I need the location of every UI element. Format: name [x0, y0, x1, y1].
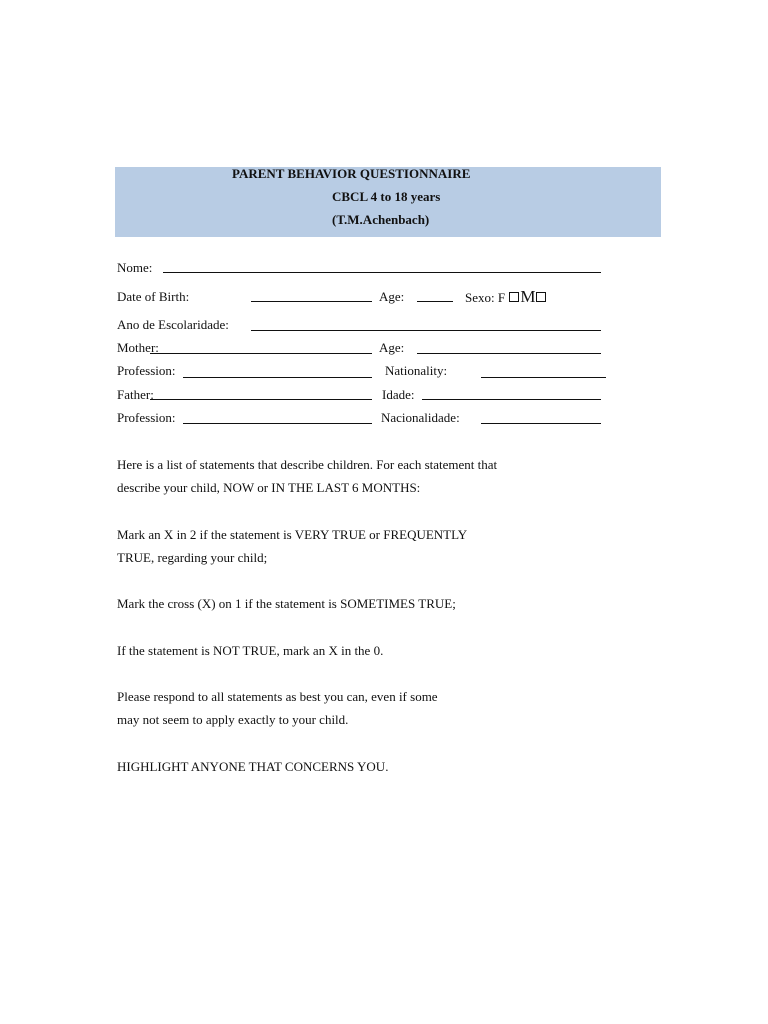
mother-field[interactable]	[150, 353, 372, 354]
instruction-p5-line1: Please respond to all statements as best you can, even if some	[117, 689, 438, 704]
mother-profession-field[interactable]	[183, 377, 372, 378]
mother-profession-label: Profession:	[117, 363, 176, 378]
dob-label: Date of Birth:	[117, 289, 190, 304]
ano-escolaridade-field[interactable]	[251, 330, 601, 331]
instruction-p1-line2: describe your child, NOW or IN THE LAST 6 MONTHS:	[117, 480, 421, 495]
sexo-m-checkbox[interactable]	[536, 292, 546, 302]
sexo-m-label: M	[520, 287, 536, 306]
idade-field[interactable]	[422, 399, 601, 400]
mother-age-label: Age:	[379, 340, 405, 355]
instruction-p4: If the statement is NOT TRUE, mark an X in the 0.	[117, 643, 384, 658]
sexo-label: Sexo: F	[465, 290, 506, 305]
instruction-p3: Mark the cross (X) on 1 if the statement is SOMETIMES TRUE;	[117, 596, 456, 611]
ano-escolaridade-label: Ano de Escolaridade:	[117, 317, 229, 332]
age-label: Age:	[379, 289, 405, 304]
nacionalidade-field[interactable]	[481, 423, 601, 424]
idade-label: Idade:	[382, 387, 415, 402]
sexo-group	[465, 289, 547, 306]
father-label: Father:	[117, 387, 154, 402]
nationality-label: Nationality:	[385, 363, 448, 378]
instruction-p6: HIGHLIGHT ANYONE THAT CONCERNS YOU.	[117, 759, 389, 774]
father-profession-field[interactable]	[183, 423, 372, 424]
nome-field[interactable]	[163, 272, 601, 273]
document-author: (T.M.Achenbach)	[332, 212, 430, 227]
father-field[interactable]	[150, 399, 372, 400]
nome-label: Nome:	[117, 260, 153, 275]
instruction-p1-line1: Here is a list of statements that describe children. For each statement that	[117, 457, 498, 472]
document-title: PARENT BEHAVIOR QUESTIONNAIRE	[232, 166, 471, 181]
instruction-p5-line2: may not seem to apply exactly to your child.	[117, 712, 349, 727]
dob-field[interactable]	[251, 301, 372, 302]
instruction-p2-line1: Mark an X in 2 if the statement is VERY TRUE or FREQUENTLY	[117, 527, 468, 542]
nacionalidade-label: Nacionalidade:	[381, 410, 460, 425]
nationality-field[interactable]	[481, 377, 606, 378]
document-subtitle: CBCL 4 to 18 years	[332, 189, 441, 204]
mother-label: Mother:	[117, 340, 159, 355]
mother-age-field[interactable]	[417, 353, 601, 354]
sexo-f-checkbox[interactable]	[509, 292, 519, 302]
age-field[interactable]	[417, 301, 453, 302]
father-profession-label: Profession:	[117, 410, 176, 425]
instruction-p2-line2: TRUE, regarding your child;	[117, 550, 268, 565]
